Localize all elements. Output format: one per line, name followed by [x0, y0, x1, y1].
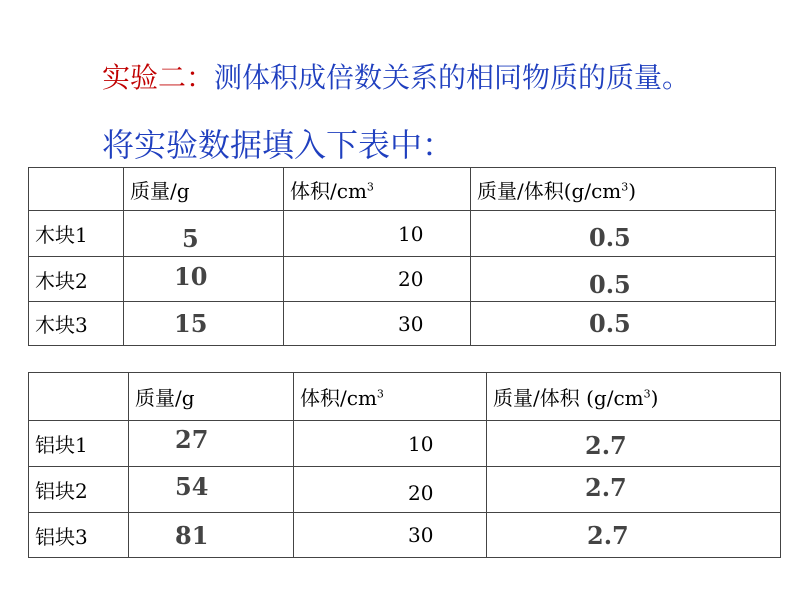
ratio-cell: 0.5 [471, 257, 776, 302]
row-label: 木块1 [29, 211, 124, 257]
ratio-cell: 0.5 [471, 302, 776, 346]
experiment-title: 实验二： [102, 61, 215, 94]
header-empty [29, 168, 124, 211]
experiment-description: 测体积成倍数关系的相同物质的质量。 [214, 61, 691, 94]
mass-cell: 10 [124, 257, 284, 302]
mass-cell: 15 [124, 302, 284, 346]
volume-cell: 30 [294, 513, 487, 558]
row-label: 铝块1 [29, 421, 129, 467]
table-row [29, 421, 781, 467]
row-label: 铝块3 [29, 513, 129, 558]
ratio-cell: 2.7 [487, 467, 781, 513]
mass-cell: 54 [129, 467, 294, 513]
ratio-cell: 2.7 [487, 421, 781, 467]
header-density: 质量/体积 $(g/cm^3)$ [487, 373, 781, 421]
table-row [29, 467, 781, 513]
row-label: 铝块2 [29, 467, 129, 513]
volume-cell: 10 [294, 421, 487, 467]
mass-cell: 81 [129, 513, 294, 558]
header-volume: 体积$/cm^3$ [284, 168, 471, 211]
wood-table [28, 167, 776, 346]
table-row [29, 302, 776, 346]
header-empty [29, 373, 129, 421]
header-volume: 体积$/cm^3$ [294, 373, 487, 421]
ratio-cell: 2.7 [487, 513, 781, 558]
volume-cell: 20 [294, 467, 487, 513]
mass-cell: 5 [124, 211, 284, 257]
aluminum-table [28, 372, 781, 558]
volume-cell: 10 [284, 211, 471, 257]
experiment-heading [102, 56, 690, 96]
mass-cell: 27 [129, 421, 294, 467]
table-row [29, 257, 776, 302]
header-mass: 质量/g [124, 168, 284, 211]
volume-cell: 20 [284, 257, 471, 302]
instruction-text: 将实验数据填入下表中： [102, 126, 455, 164]
table-header-row [29, 373, 781, 421]
table-row [29, 513, 781, 558]
header-mass: 质量/g [129, 373, 294, 421]
table-row [29, 211, 776, 257]
header-density: 质量/体积$(g/cm^3)$ [471, 168, 776, 211]
row-label: 木块2 [29, 257, 124, 302]
table-header-row [29, 168, 776, 211]
row-label: 木块3 [29, 302, 124, 346]
ratio-cell: 0.5 [471, 211, 776, 257]
volume-cell: 30 [284, 302, 471, 346]
